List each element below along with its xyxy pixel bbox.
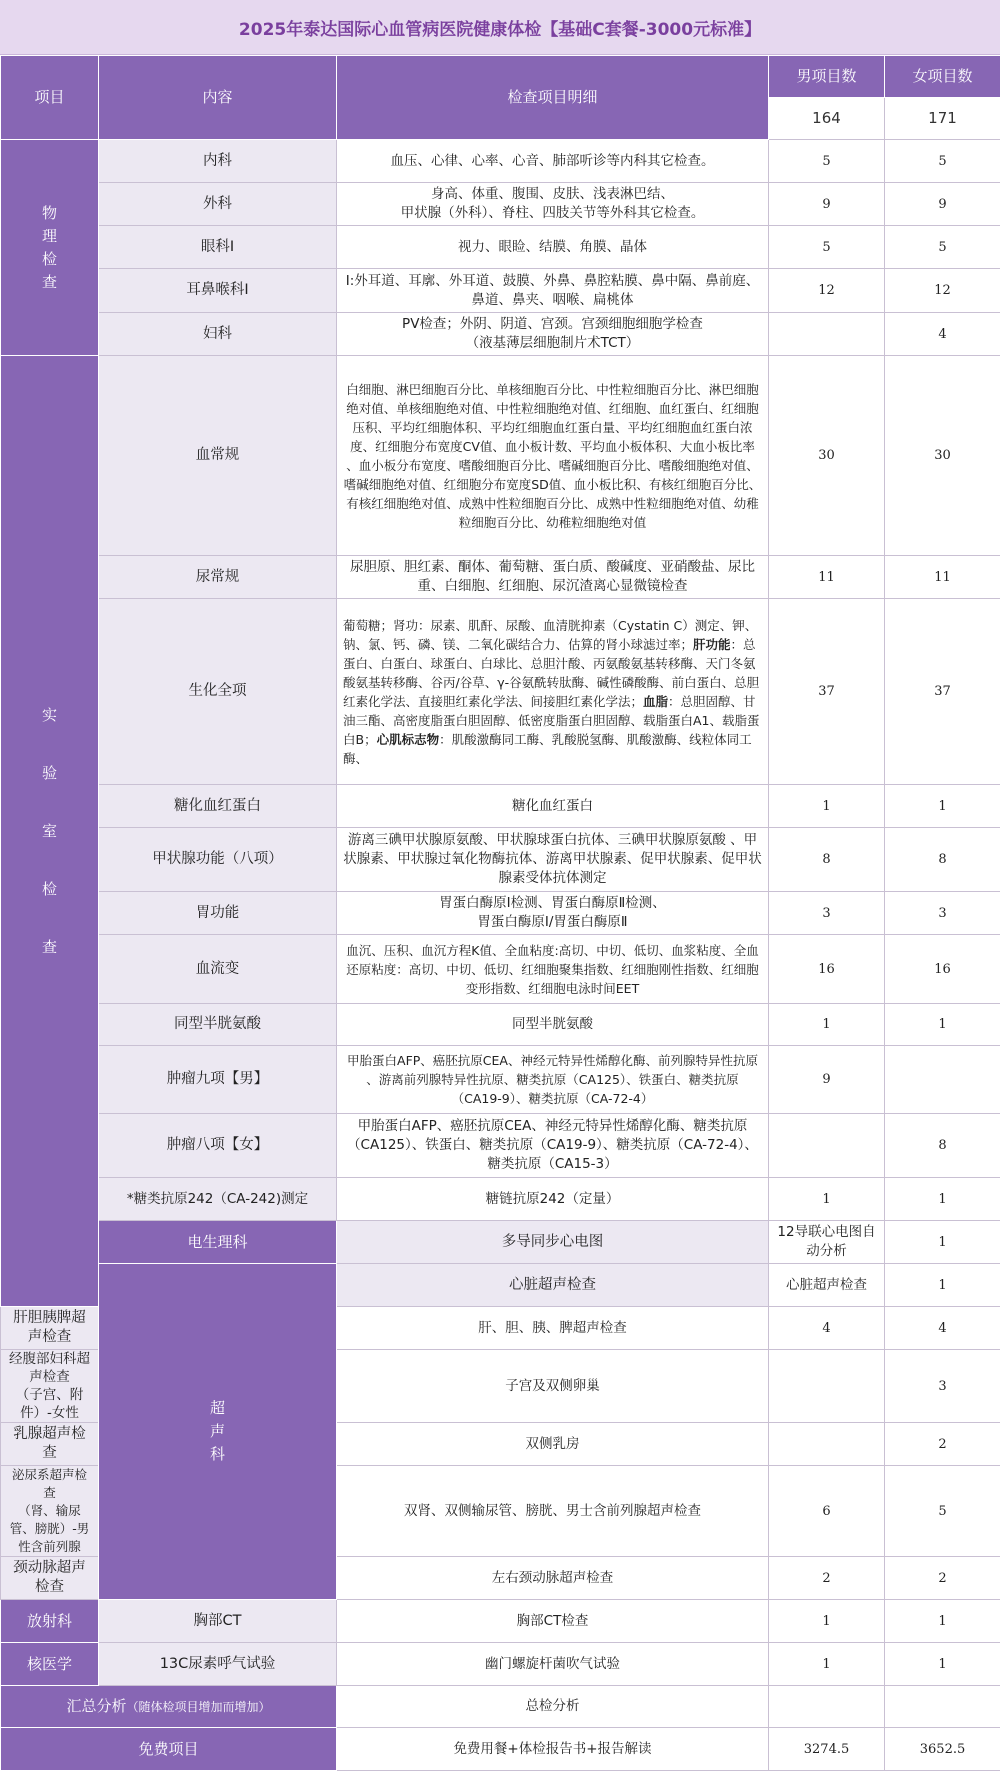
- female-uro-us: 5: [885, 1466, 1000, 1557]
- detail-ca242: 糖链抗原242（定量）: [337, 1178, 769, 1221]
- male-hcy: 1: [769, 1004, 885, 1046]
- item-tumor-female: 肿瘤八项【女】: [99, 1114, 337, 1178]
- item-blood: 血常规: [99, 356, 337, 556]
- female-surgery: 9: [885, 183, 1000, 226]
- male-surgery: 9: [769, 183, 885, 226]
- category-ecg: 电生理科: [99, 1221, 337, 1264]
- item-ecg: 多导同步心电图: [337, 1221, 769, 1264]
- category-ultrasound: 超声科: [99, 1264, 337, 1600]
- detail-uro-us: 双肾、双侧输尿管、膀胱、男士含前列腺超声检查: [337, 1466, 769, 1557]
- detail-rheology: 血沉、压积、血沉方程K值、全血粘度:高切、中切、低切、血浆粘度、全血还原粘度：高切、中切、低切、红细胞聚集指数、红细胞刚性指数、红细胞变形指数、红细胞电泳时间EET: [337, 935, 769, 1004]
- male-summary: [769, 1686, 885, 1728]
- detail-breast-us: 双侧乳房: [337, 1423, 769, 1466]
- female-hba1c: 1: [885, 785, 1000, 828]
- female-tumor-female: 8: [885, 1114, 1000, 1178]
- male-uro-us: 6: [769, 1466, 885, 1557]
- male-blood: 30: [769, 356, 885, 556]
- item-tumor-male: 肿瘤九项【男】: [99, 1046, 337, 1114]
- female-hcy: 1: [885, 1004, 1000, 1046]
- item-heart-us: 心脏超声检查: [337, 1264, 769, 1307]
- female-liver-us: 4: [885, 1307, 1000, 1350]
- detail-surgery: 身高、体重、腹围、皮肤、浅表淋巴结、 甲状腺（外科）、脊柱、四肢关节等外科其它检查。: [337, 183, 769, 226]
- female-gyn: 4: [885, 313, 1000, 356]
- item-eye: 眼科Ⅰ: [99, 226, 337, 269]
- female-ca242: 1: [885, 1178, 1000, 1221]
- item-hba1c: 糖化血红蛋白: [99, 785, 337, 828]
- female-rheology: 16: [885, 935, 1000, 1004]
- female-eye: 5: [885, 226, 1000, 269]
- header-project: 项目: [1, 56, 99, 140]
- male-stomach: 3: [769, 892, 885, 935]
- detail-summary: 总检分析: [337, 1686, 769, 1728]
- detail-liver-us: 肝、胆、胰、脾超声检查: [337, 1307, 769, 1350]
- detail-tumor-male: 甲胎蛋白AFP、癌胚抗原CEA、神经元特异性烯醇化酶、前列腺特异性抗原 、游离前列腺特异性抗原、糖类抗原（CA125）、铁蛋白、糖类抗原（CA19-9）、糖类抗原（CA-72-4）: [337, 1046, 769, 1114]
- detail-gyn: PV检查；外阴、阴道、宫颈。宫颈细胞细胞学检查 （液基薄层细胞制片术TCT）: [337, 313, 769, 356]
- female-urine: 11: [885, 556, 1000, 599]
- male-breath: 1: [769, 1643, 885, 1686]
- item-gyn-us: 经腹部妇科超声检查 （子宫、附件）-女性: [1, 1350, 99, 1423]
- category-summary: 汇总分析（随体检项目增加而增加）: [1, 1686, 337, 1728]
- item-carotid-us: 颈动脉超声检查: [1, 1557, 99, 1600]
- header-female-count: 女项目数: [885, 56, 1000, 98]
- male-biochem: 37: [769, 599, 885, 785]
- detail-ent: Ⅰ:外耳道、耳廓、外耳道、鼓膜、外鼻、鼻腔粘膜、鼻中隔、鼻前庭、鼻道、鼻夹、咽喉、扁桃体: [337, 269, 769, 313]
- male-liver-us: 4: [769, 1307, 885, 1350]
- category-physical: 物理检查: [1, 140, 99, 356]
- female-price: 3652.5: [885, 1728, 1000, 1771]
- detail-ecg: 12导联心电图自动分析: [769, 1221, 885, 1264]
- male-ca242: 1: [769, 1178, 885, 1221]
- detail-thyroid: 游离三碘甲状腺原氨酸、甲状腺球蛋白抗体、三碘甲状腺原氨酸 、甲状腺素、甲状腺过氧化物酶抗体、游离甲状腺素、促甲状腺素、促甲状腺素受体抗体测定: [337, 828, 769, 892]
- male-tumor-male: 9: [769, 1046, 885, 1114]
- female-summary: [885, 1686, 1000, 1728]
- male-urine: 11: [769, 556, 885, 599]
- detail-heart-us: 心脏超声检查: [769, 1264, 885, 1307]
- male-ent: 12: [769, 269, 885, 313]
- item-breath: 13C尿素呼气试验: [99, 1643, 337, 1686]
- item-ca242: *糖类抗原242（CA-242)测定: [99, 1178, 337, 1221]
- detail-biochem: 葡萄糖；肾功：尿素、肌酐、尿酸、血清胱抑素（Cystatin C）测定、钾、钠、氯、钙、磷、镁、二氧化碳结合力、估算的肾小球滤过率；肝功能：总蛋白、白蛋白、球蛋白、白球比、总胆汁酸、丙氨酸氨基转移酶、天门冬氨酸氨基转移酶、谷丙/谷草、γ-谷氨酰转肽酶、碱性磷酸酶、前白蛋白、总胆红素化学法、直接胆红素化学法、间接胆红素化学法；血脂：总胆固醇、甘油三酯、高密度脂蛋白胆固醇、低密度脂蛋白胆固醇、载脂蛋白A1、载脂蛋白B；心肌标志物：肌酸激酶同工酶、乳酸脱氢酶、肌酸激酶、线粒体同工酶、: [337, 599, 769, 785]
- male-gyn-us: [769, 1350, 885, 1423]
- detail-tumor-female: 甲胎蛋白AFP、癌胚抗原CEA、神经元特异性烯醇化酶、糖类抗原（CA125）、铁蛋白、糖类抗原（CA19-9）、糖类抗原（CA-72-4）、糖类抗原（CA15-3）: [337, 1114, 769, 1178]
- detail-gyn-us: 子宫及双侧卵巢: [337, 1350, 769, 1423]
- female-blood: 30: [885, 356, 1000, 556]
- female-stomach: 3: [885, 892, 1000, 935]
- detail-carotid-us: 左右颈动脉超声检查: [337, 1557, 769, 1600]
- item-biochem: 生化全项: [99, 599, 337, 785]
- detail-urine: 尿胆原、胆红素、酮体、葡萄糖、蛋白质、酸碱度、亚硝酸盐、尿比重、白细胞、红细胞、尿沉渣离心显微镜检查: [337, 556, 769, 599]
- header-content: 内容: [99, 56, 337, 140]
- female-breast-us: 2: [885, 1423, 1000, 1466]
- male-ct: 1: [769, 1600, 885, 1643]
- male-ecg: 1: [885, 1221, 1000, 1264]
- male-eye: 5: [769, 226, 885, 269]
- female-tumor-male: [885, 1046, 1000, 1114]
- detail-ct: 胸部CT检查: [337, 1600, 769, 1643]
- female-ct: 1: [885, 1600, 1000, 1643]
- male-carotid-us: 2: [769, 1557, 885, 1600]
- category-free: 免费项目: [1, 1728, 337, 1771]
- female-gyn-us: 3: [885, 1350, 1000, 1423]
- female-thyroid: 8: [885, 828, 1000, 892]
- category-nuclear: 核医学: [1, 1643, 99, 1686]
- header-male-count: 男项目数: [769, 56, 885, 98]
- item-ct: 胸部CT: [99, 1600, 337, 1643]
- item-stomach: 胃功能: [99, 892, 337, 935]
- category-lab: 实验室检查: [1, 356, 99, 1307]
- header-detail: 检查项目明细: [337, 56, 769, 140]
- item-internal: 内科: [99, 140, 337, 183]
- detail-free: 免费用餐+体检报告书+报告解读: [337, 1728, 769, 1771]
- male-thyroid: 8: [769, 828, 885, 892]
- male-internal: 5: [769, 140, 885, 183]
- item-rheology: 血流变: [99, 935, 337, 1004]
- item-hcy: 同型半胱氨酸: [99, 1004, 337, 1046]
- female-internal: 5: [885, 140, 1000, 183]
- male-price: 3274.5: [769, 1728, 885, 1771]
- female-total: 171: [885, 98, 1000, 140]
- male-heart-us: 1: [885, 1264, 1000, 1307]
- detail-blood: 白细胞、淋巴细胞百分比、单核细胞百分比、中性粒细胞百分比、淋巴细胞绝对值、单核细胞绝对值、中性粒细胞绝对值、红细胞、血红蛋白、红细胞压积、平均红细胞体积、平均红细胞血红蛋白量、平均红细胞血红蛋白浓度、红细胞分布宽度CV值、血小板计数、平均血小板体积、大血小板比率 、血小板分布宽度、嗜酸细胞百分比、嗜碱细胞百分比、嗜酸细胞绝对值、嗜碱细胞绝对值、红细胞分布宽度SD值、血小板比积、有核红细胞百分比、有核红细胞绝对值、成熟中性粒细胞百分比、成熟中性粒细胞绝对值、幼稚粒细胞百分比、幼稚粒细胞绝对值: [337, 356, 769, 556]
- male-hba1c: 1: [769, 785, 885, 828]
- detail-eye: 视力、眼睑、结膜、角膜、晶体: [337, 226, 769, 269]
- detail-hcy: 同型半胱氨酸: [337, 1004, 769, 1046]
- male-tumor-female: [769, 1114, 885, 1178]
- item-uro-us: 泌尿系超声检查 （肾、输尿管、膀胱）-男性含前列腺: [1, 1466, 99, 1557]
- item-gyn: 妇科: [99, 313, 337, 356]
- male-gyn: [769, 313, 885, 356]
- checkup-table: [0, 55, 1000, 1771]
- detail-breath: 幽门螺旋杆菌吹气试验: [337, 1643, 769, 1686]
- item-thyroid: 甲状腺功能（八项）: [99, 828, 337, 892]
- category-radiology: 放射科: [1, 1600, 99, 1643]
- male-total: 164: [769, 98, 885, 140]
- item-ent: 耳鼻喉科Ⅰ: [99, 269, 337, 313]
- male-rheology: 16: [769, 935, 885, 1004]
- detail-hba1c: 糖化血红蛋白: [337, 785, 769, 828]
- female-ent: 12: [885, 269, 1000, 313]
- page-title: 2025年泰达国际心血管病医院健康体检【基础C套餐-3000元标准】: [0, 0, 1000, 55]
- female-carotid-us: 2: [885, 1557, 1000, 1600]
- detail-stomach: 胃蛋白酶原Ⅰ检测、胃蛋白酶原Ⅱ检测、 胃蛋白酶原Ⅰ/胃蛋白酶原Ⅱ: [337, 892, 769, 935]
- item-surgery: 外科: [99, 183, 337, 226]
- item-urine: 尿常规: [99, 556, 337, 599]
- female-breath: 1: [885, 1643, 1000, 1686]
- male-breast-us: [769, 1423, 885, 1466]
- item-breast-us: 乳腺超声检查: [1, 1423, 99, 1466]
- detail-internal: 血压、心律、心率、心音、肺部听诊等内科其它检查。: [337, 140, 769, 183]
- item-liver-us: 肝胆胰脾超声检查: [1, 1307, 99, 1350]
- female-biochem: 37: [885, 599, 1000, 785]
